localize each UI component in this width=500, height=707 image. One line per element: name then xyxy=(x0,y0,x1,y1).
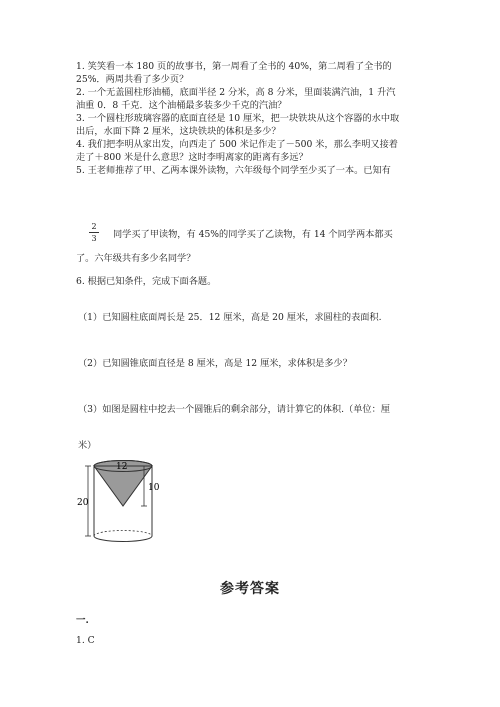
q1-line1: 1. 笑笑看一本 180 页的故事书，第一周看了全书的 40%，第二周看了全书的 xyxy=(76,61,392,72)
q4-line1: 4. 我们把李明从家出发，向西走了 500 米记作走了－500 米，那么李明又接着 xyxy=(76,139,398,150)
answer-title: 参考答案 xyxy=(220,581,280,597)
q3-line2: 出后，水面下降 2 厘米，这块铁块的体积是多少？ xyxy=(76,126,281,137)
label-cone-height-10: 10 xyxy=(148,483,160,493)
q6-part3-line2: 米） xyxy=(78,440,97,451)
q2-line1: 2. 一个无盖圆柱形油桶，底面半径 2 分米，高 8 分米，里面装满汽油，1 升汽 xyxy=(76,87,396,98)
q6-part3-line1: （3）如图是圆柱中挖去一个圆锥后的剩余部分，请计算它的体积.（单位：厘 xyxy=(78,404,390,415)
q3-line1: 3. 一个圆柱形玻璃容器的底面直径是 10 厘米，把一块铁块从这个容器的水中取 xyxy=(76,113,400,124)
answer-1: 1. C xyxy=(76,635,95,646)
label-height-20: 20 xyxy=(77,498,89,508)
q6-part1: （1）已知圆柱底面周长是 25．12 厘米，高是 20 厘米，求圆柱的表面积. xyxy=(78,312,382,323)
section-heading: 一. xyxy=(76,615,89,626)
q5-line2: 同学买了甲读物，有 45%的同学买了乙读物，有 14 个同学两本都买 xyxy=(113,229,393,240)
q1-line2: 25%．两周共看了多少页？ xyxy=(76,74,189,85)
q6-title: 6. 根据已知条件，完成下面各题。 xyxy=(76,276,217,287)
q4-line2: 走了＋800 米是什么意思？这时李明离家的距离有多远？ xyxy=(76,152,308,163)
cylinder-cone-figure xyxy=(74,452,184,552)
q5-fraction xyxy=(89,222,99,243)
fraction-denominator: 3 xyxy=(91,234,97,243)
label-diameter-12: 12 xyxy=(116,462,128,472)
fraction-numerator: 2 xyxy=(91,222,97,231)
q5-line3: 了。六年级共有多少名同学？ xyxy=(76,253,196,264)
q2-line2: 油重 0．8 千克．这个油桶最多装多少千克的汽油？ xyxy=(76,100,287,111)
q6-part2: （2）已知圆锥底面直径是 8 厘米，高是 12 厘米，求体积是多少？ xyxy=(78,358,352,369)
q5-line1: 5. 王老师推荐了甲、乙两本课外读物，六年级每个同学至少买了一本。已知有 xyxy=(76,165,391,176)
